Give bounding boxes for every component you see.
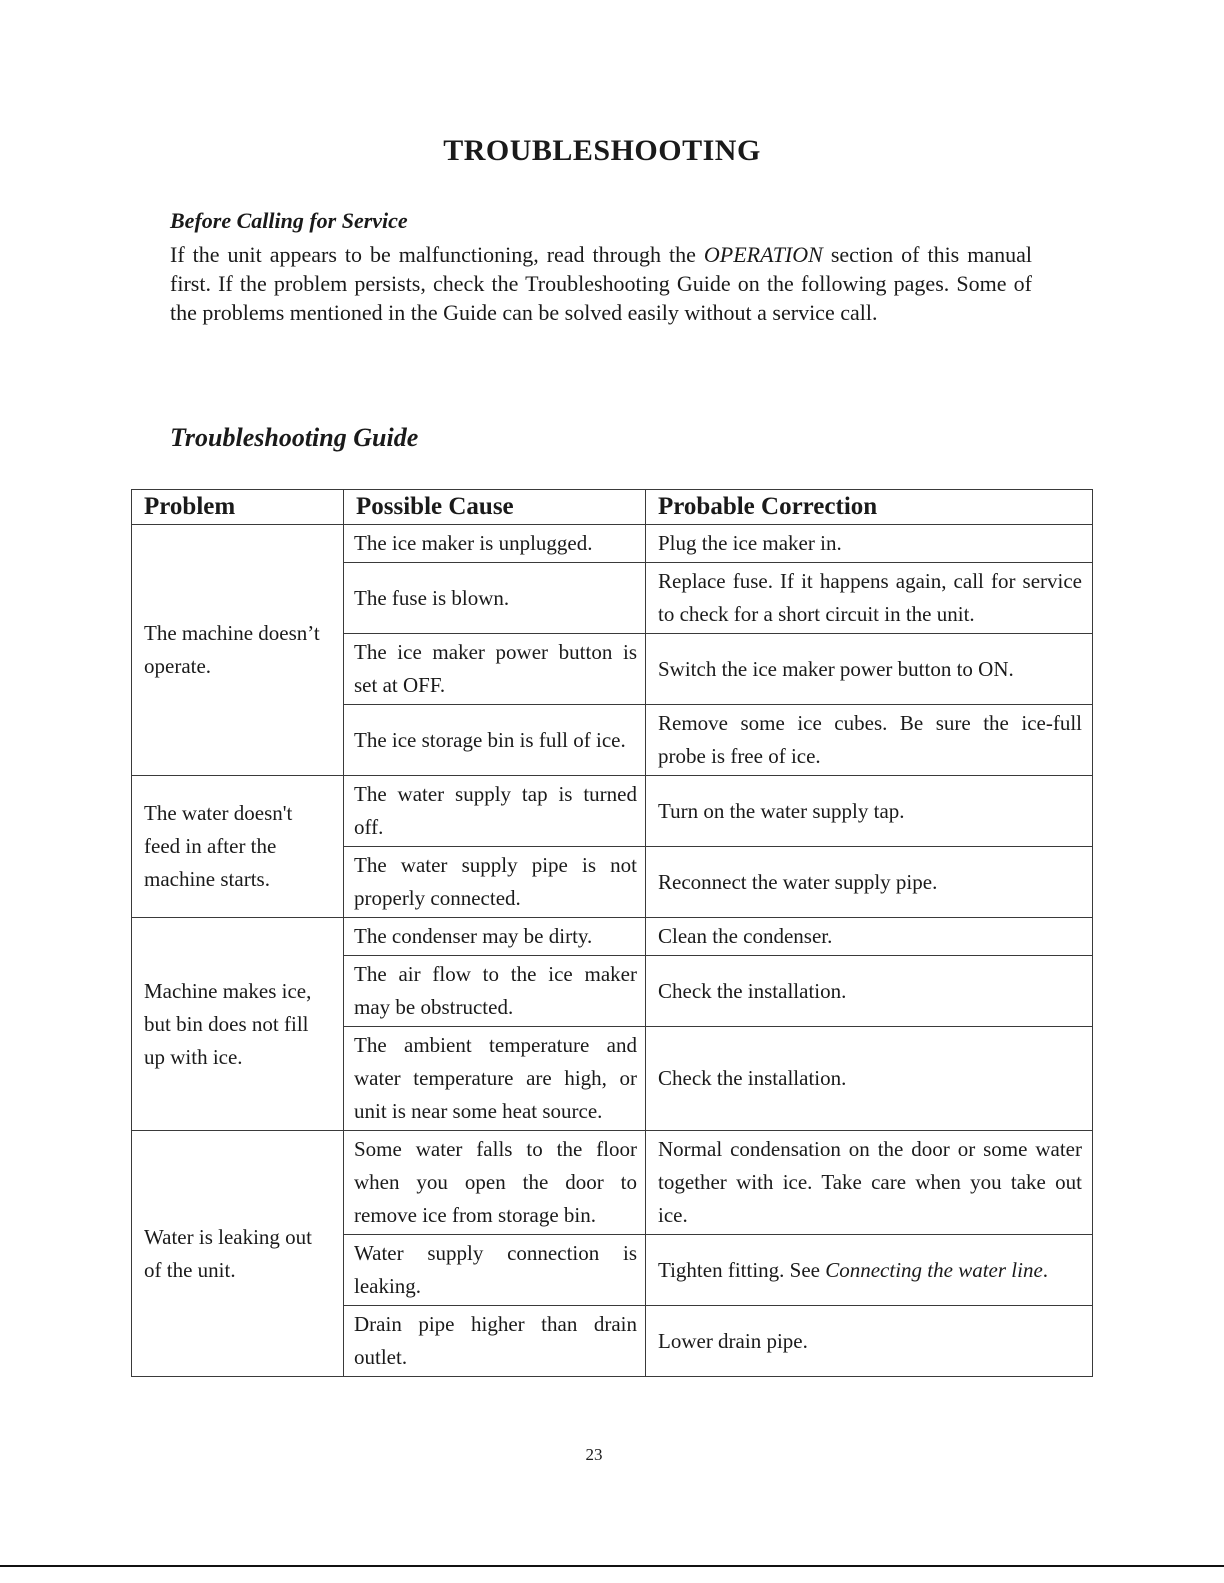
column-header-cause: Possible Cause <box>344 490 646 525</box>
page-bottom-edge <box>0 1565 1224 1567</box>
cause-cell: The ice maker is unplugged. <box>344 525 646 563</box>
problem-cell: Water is leaking out of the unit. <box>132 1131 344 1377</box>
cause-cell: Water supply connection is leaking. <box>344 1235 646 1306</box>
page-title: TROUBLESHOOTING <box>443 134 761 167</box>
table-row <box>132 1131 1093 1235</box>
guide-heading: Troubleshooting Guide <box>170 423 419 452</box>
before-calling-text <box>170 240 1032 327</box>
correction-text-end: . <box>1042 1257 1049 1282</box>
operation-reference: OPERATION <box>703 242 823 267</box>
table-row <box>132 525 1093 563</box>
correction-cell: Reconnect the water supply pipe. <box>646 847 1093 918</box>
correction-cell: Normal condensation on the door or some water together with ice. Take care when you take out ice. <box>646 1131 1093 1235</box>
correction-cell <box>646 1235 1093 1306</box>
correction-cell: Check the installation. <box>646 1027 1093 1131</box>
correction-cell: Plug the ice maker in. <box>646 525 1093 563</box>
column-header-problem: Problem <box>132 490 344 525</box>
problem-cell: Machine makes ice, but bin does not fill up with ice. <box>132 918 344 1131</box>
correction-cell: Switch the ice maker power button to ON. <box>646 634 1093 705</box>
problem-cell: The machine doesn’t operate. <box>132 525 344 776</box>
correction-cell: Lower drain pipe. <box>646 1306 1093 1377</box>
page-number: 23 <box>585 1445 603 1464</box>
cause-cell: Some water falls to the floor when you open the door to remove ice from storage bin. <box>344 1131 646 1235</box>
table-header-row <box>132 490 1093 525</box>
problem-cell: The water doesn't feed in after the machine starts. <box>132 776 344 918</box>
cause-cell: The ice maker power button is set at OFF. <box>344 634 646 705</box>
column-header-correction: Probable Correction <box>646 490 1093 525</box>
connecting-water-line-reference: Connecting the water line <box>825 1257 1043 1282</box>
cause-cell: The air flow to the ice maker may be obstructed. <box>344 956 646 1027</box>
correction-cell: Check the installation. <box>646 956 1093 1027</box>
troubleshooting-table <box>131 489 1093 1377</box>
before-calling-heading: Before Calling for Service <box>170 208 408 233</box>
intro-text-part: section of this manual first. If the problem persists, check the Troubleshooting Guide on the following pages. Some of the problems mentioned in the Guide can be solved easily without a service call. <box>170 242 1032 325</box>
correction-cell: Clean the condenser. <box>646 918 1093 956</box>
correction-cell: Remove some ice cubes. Be sure the ice-full probe is free of ice. <box>646 705 1093 776</box>
cause-cell: The ambient temperature and water temperature are high, or unit is near some heat source. <box>344 1027 646 1131</box>
cause-cell: The ice storage bin is full of ice. <box>344 705 646 776</box>
intro-text-part: If the unit appears to be malfunctioning, read through the <box>170 242 704 267</box>
cause-cell: The water supply pipe is not properly connected. <box>344 847 646 918</box>
cause-cell: Drain pipe higher than drain outlet. <box>344 1306 646 1377</box>
table-row <box>132 776 1093 847</box>
correction-cell: Replace fuse. If it happens again, call for service to check for a short circuit in the unit. <box>646 563 1093 634</box>
cause-cell: The condenser may be dirty. <box>344 918 646 956</box>
correction-text: Tighten fitting. See <box>658 1257 826 1282</box>
cause-cell: The fuse is blown. <box>344 563 646 634</box>
cause-cell: The water supply tap is turned off. <box>344 776 646 847</box>
table-row <box>132 918 1093 956</box>
correction-cell: Turn on the water supply tap. <box>646 776 1093 847</box>
